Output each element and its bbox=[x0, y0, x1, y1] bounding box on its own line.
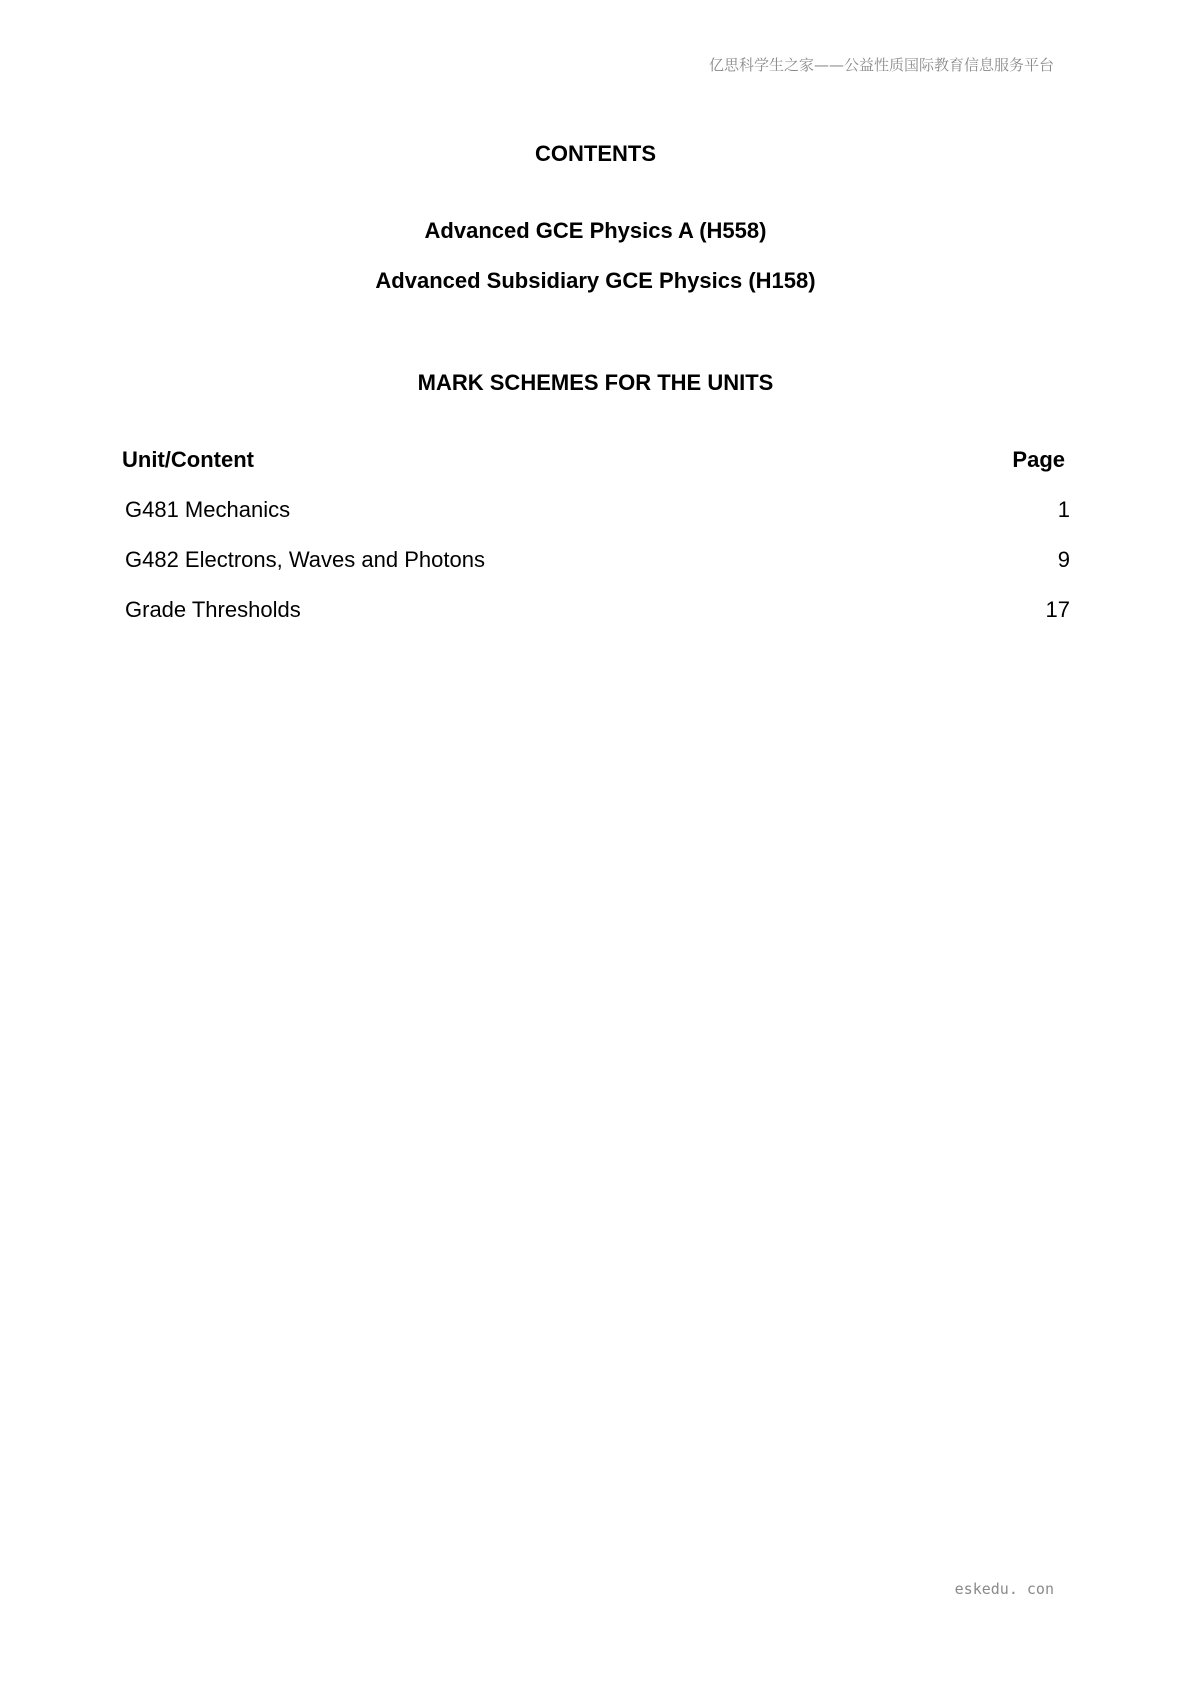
subtitle-advanced-gce: Advanced GCE Physics A (H558) bbox=[424, 218, 767, 243]
toc-column-page: Page bbox=[1012, 447, 1065, 472]
toc-row-title: Grade Thresholds bbox=[125, 597, 301, 622]
toc-row[interactable] bbox=[122, 545, 1070, 575]
table-of-contents bbox=[122, 445, 1070, 625]
footer-watermark-text: eskedu. con bbox=[954, 1580, 1054, 1598]
page-title: CONTENTS bbox=[535, 141, 656, 166]
toc-row-page: 17 bbox=[1045, 597, 1070, 622]
section-title: MARK SCHEMES FOR THE UNITS bbox=[417, 370, 774, 395]
toc-header bbox=[122, 445, 1070, 475]
toc-row-title: G481 Mechanics bbox=[125, 497, 291, 522]
toc-row-page: 1 bbox=[1057, 497, 1070, 522]
toc-column-unit: Unit/Content bbox=[122, 447, 254, 472]
header-watermark-text: 亿思科学生之家——公益性质国际教育信息服务平台 bbox=[708, 56, 1054, 74]
toc-row-page: 9 bbox=[1057, 547, 1070, 572]
toc-row[interactable] bbox=[122, 495, 1070, 525]
toc-row[interactable] bbox=[122, 595, 1070, 625]
toc-row-title: G482 Electrons, Waves and Photons bbox=[125, 547, 485, 572]
subtitle-advanced-subsidiary-gce: Advanced Subsidiary GCE Physics (H158) bbox=[375, 268, 816, 293]
